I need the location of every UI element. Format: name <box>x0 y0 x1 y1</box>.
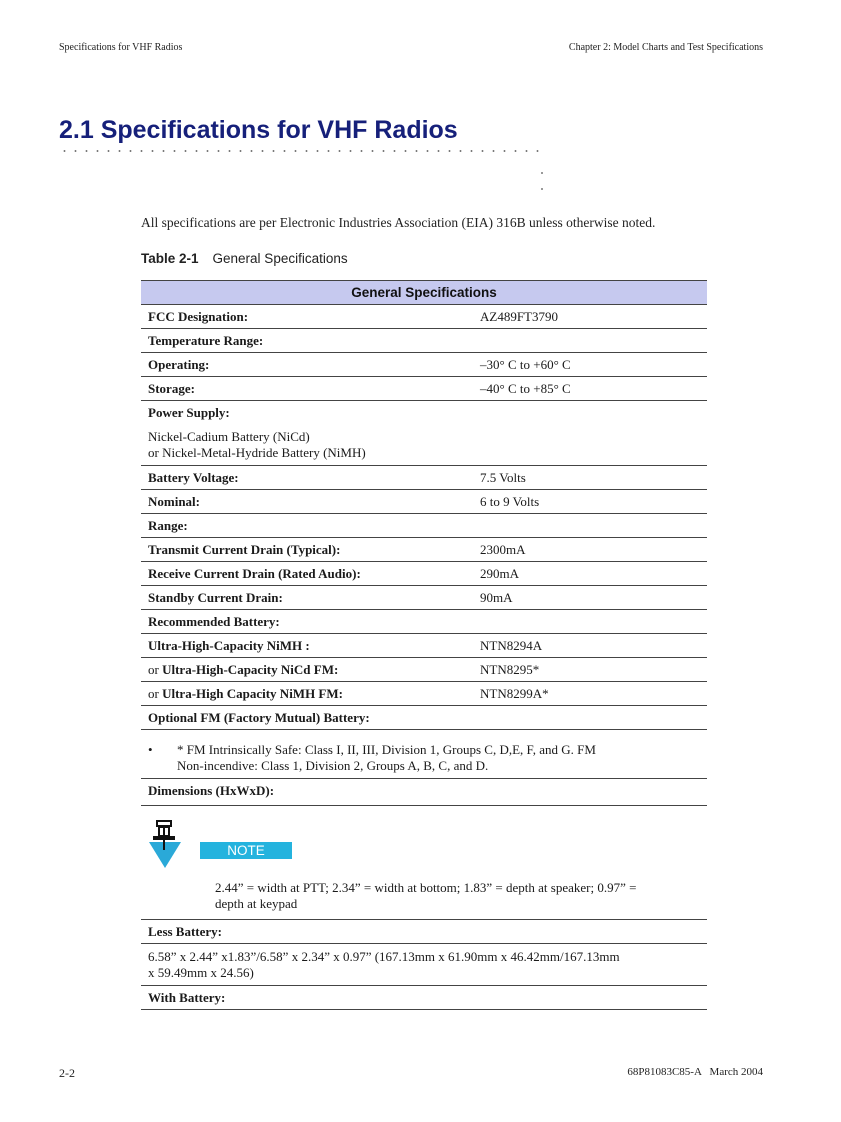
document-id: 68P81083C85-A March 2004 <box>627 1066 763 1078</box>
nimh-fm-prefix: or <box>148 686 163 701</box>
battery-voltage-label: Battery Voltage: <box>148 470 239 485</box>
less-battery-dimensions <box>141 944 707 986</box>
table-row <box>141 538 707 562</box>
table-row <box>141 610 707 634</box>
storage-value: –40° C to +85° C <box>480 381 571 396</box>
table-row <box>141 986 707 1010</box>
optional-fm-label: Optional FM (Factory Mutual) Battery: <box>148 710 370 725</box>
less-battery-line: 6.58” x 2.44” x1.83”/6.58” x 2.34” x 0.97” (167.13mm x 61.90mm x 46.42mm/167.13mm <box>148 949 620 964</box>
nominal-value: 6 to 9 Volts <box>480 494 540 509</box>
transmit-drain-value: 2300mA <box>480 542 526 557</box>
table-row <box>141 682 707 706</box>
dimensions-label: Dimensions (HxWxD): <box>148 783 275 798</box>
nimh-fm-cell <box>141 682 480 705</box>
table-row <box>141 706 707 730</box>
table-row <box>141 305 707 329</box>
dotted-rule-end <box>541 172 543 174</box>
fcc-label: FCC Designation: <box>148 309 249 324</box>
operating-label: Operating: <box>148 357 210 372</box>
table-row <box>141 634 707 658</box>
table-row <box>141 466 707 490</box>
nicd-fm-label: Ultra-High-Capacity NiCd FM: <box>162 662 339 677</box>
running-header-right: Chapter 2: Model Charts and Test Specifications <box>568 42 763 53</box>
table-row <box>141 920 707 944</box>
table-row <box>141 562 707 586</box>
table-row <box>141 377 707 401</box>
transmit-drain-label: Transmit Current Drain (Typical): <box>148 542 341 557</box>
fm-note-line: * FM Intrinsically Safe: Class I, II, III, Division 1, Groups C, D,E, F, and G. FM <box>177 742 596 757</box>
note-line: depth at keypad <box>215 896 298 911</box>
table-row <box>141 353 707 377</box>
standby-drain-value: 90mA <box>480 590 513 605</box>
power-supply-line: Nickel-Cadium Battery (NiCd) <box>148 429 310 444</box>
dotted-rule <box>59 148 545 154</box>
note-label: NOTE <box>200 842 292 859</box>
page-number: 2-2 <box>59 1066 75 1080</box>
power-supply-label: Power Supply: <box>148 405 230 420</box>
nimh-label: Ultra-High-Capacity NiMH : <box>148 638 310 653</box>
table-row <box>141 329 707 353</box>
note-line: 2.44” = width at PTT; 2.34” = width at bottom; 1.83” = depth at speaker; 0.97” = <box>215 880 637 895</box>
table-number: Table 2-1 <box>141 251 199 266</box>
table-row <box>141 490 707 514</box>
table-row <box>141 514 707 538</box>
range-label: Range: <box>148 518 188 533</box>
note-block <box>141 806 707 920</box>
nicd-fm-cell <box>141 658 480 681</box>
recommended-battery-label: Recommended Battery: <box>148 614 280 629</box>
receive-drain-label: Receive Current Drain (Rated Audio): <box>148 566 361 581</box>
operating-value: –30° C to +60° C <box>480 357 571 372</box>
table-caption-text: General Specifications <box>212 251 348 266</box>
nimh-fm-value: NTN8299A* <box>480 686 549 701</box>
fm-note-line: Non-incendive: Class 1, Division 2, Groups A, B, C, and D. <box>177 758 489 773</box>
with-battery-label: With Battery: <box>148 990 226 1005</box>
table-row <box>141 779 707 806</box>
table-caption <box>141 251 348 266</box>
fm-note-block <box>141 730 707 779</box>
receive-drain-value: 290mA <box>480 566 519 581</box>
nimh-value: NTN8294A <box>480 638 543 653</box>
general-specifications-table <box>141 280 707 1010</box>
power-supply-line: or Nickel-Metal-Hydride Battery (NiMH) <box>148 445 366 460</box>
table-header: General Specifications <box>141 280 707 305</box>
section-title: 2.1 Specifications for VHF Radios <box>59 116 458 144</box>
standby-drain-label: Standby Current Drain: <box>148 590 283 605</box>
fcc-value: AZ489FT3790 <box>480 309 558 324</box>
table-row <box>141 658 707 682</box>
less-battery-line: x 59.49mm x 24.56) <box>148 965 254 980</box>
note-pushpin-icon <box>149 820 185 868</box>
intro-paragraph: All specifications are per Electronic Industries Association (EIA) 316B unless otherwise noted. <box>141 215 656 230</box>
nicd-fm-prefix: or <box>148 662 163 677</box>
temperature-range-label: Temperature Range: <box>148 333 264 348</box>
nicd-fm-value: NTN8295* <box>480 662 540 677</box>
power-supply-block <box>141 401 707 466</box>
storage-label: Storage: <box>148 381 195 396</box>
nominal-label: Nominal: <box>148 494 200 509</box>
running-header-left: Specifications for VHF Radios <box>59 42 183 53</box>
note-text <box>215 880 695 912</box>
bullet: • <box>148 742 153 757</box>
less-battery-label: Less Battery: <box>148 924 223 939</box>
table-row <box>141 586 707 610</box>
dotted-rule-end <box>541 188 543 190</box>
nimh-fm-label: Ultra-High Capacity NiMH FM: <box>162 686 343 701</box>
battery-voltage-value: 7.5 Volts <box>480 470 526 485</box>
